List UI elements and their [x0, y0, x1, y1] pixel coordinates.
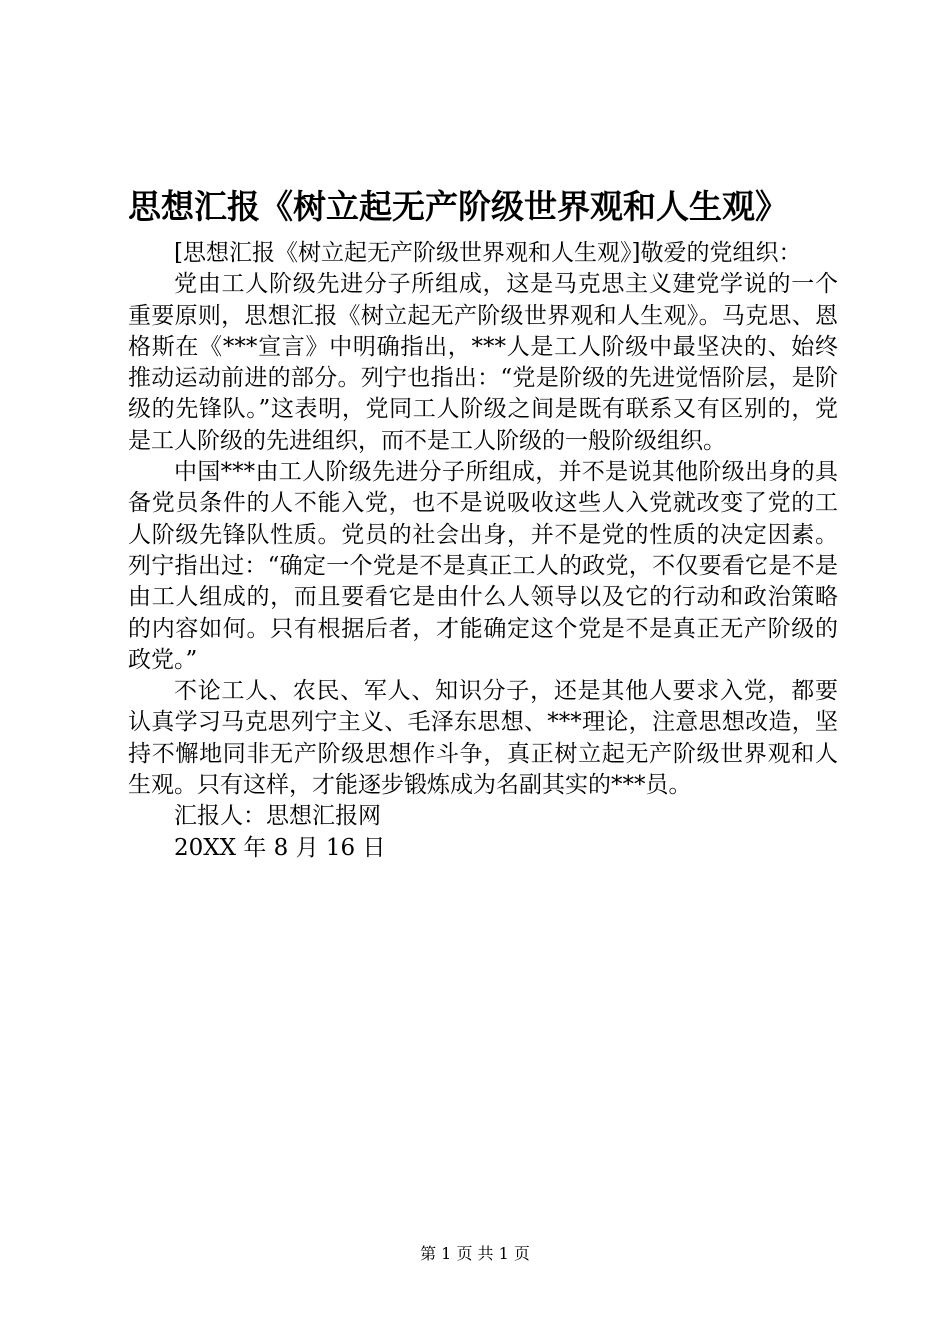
page-footer: 第 1 页 共 1 页	[420, 1244, 530, 1263]
intro-paragraph: [思想汇报《树立起无产阶级世界观和人生观》]敬爱的党组织：	[174, 240, 802, 266]
body-paragraph-3: 不论工人、农民、军人、知识分子，还是其他人要求入党，都要认真学习马克思列宁主义、毛泽东思想、***理论，注意思想改造，坚持不懈地同非无产阶级思想作斗争，真正树立起无产阶级世界观和人生观。只有这样，才能逐步锻炼成为名副其实的***员。	[128, 678, 838, 799]
body-paragraph-2: 中国***由工人阶级先进分子所组成，并不是说其他阶级出身的具备党员条件的人不能入党，也不是说吸收这些人入党就改变了党的工人阶级先锋队性质。党员的社会出身，并不是党的性质的决定因素。列宁指出过：“确定一个党是不是真正工人的政党，不仅要看它是不是由工人组成的，而且要看它是由什么人领导以及它的行动和政治策略的内容如何。只有根据后者，才能确定这个党是不是真正无产阶级的政党。”	[128, 459, 838, 673]
date-line: 20XX 年 8 月 16 日	[174, 834, 386, 861]
signature-line: 汇报人：思想汇报网	[174, 803, 381, 830]
document-body	[128, 238, 838, 864]
document-title: 思想汇报《树立起无产阶级世界观和人生观》	[128, 187, 788, 226]
body-paragraph-1: 党由工人阶级先进分子所组成，这是马克思主义建党学说的一个重要原则，思想汇报《树立起无产阶级世界观和人生观》。马克思、恩格斯在《***宣言》中明确指出，***人是工人阶级中最坚决的、始终推动运动前进的部分。列宁也指出：“党是阶级的先进觉悟阶层，是阶级的先锋队。”这表明，党同工人阶级之间是既有联系又有区别的，党是工人阶级的先进组织，而不是工人阶级的一般阶级组织。	[128, 271, 838, 454]
